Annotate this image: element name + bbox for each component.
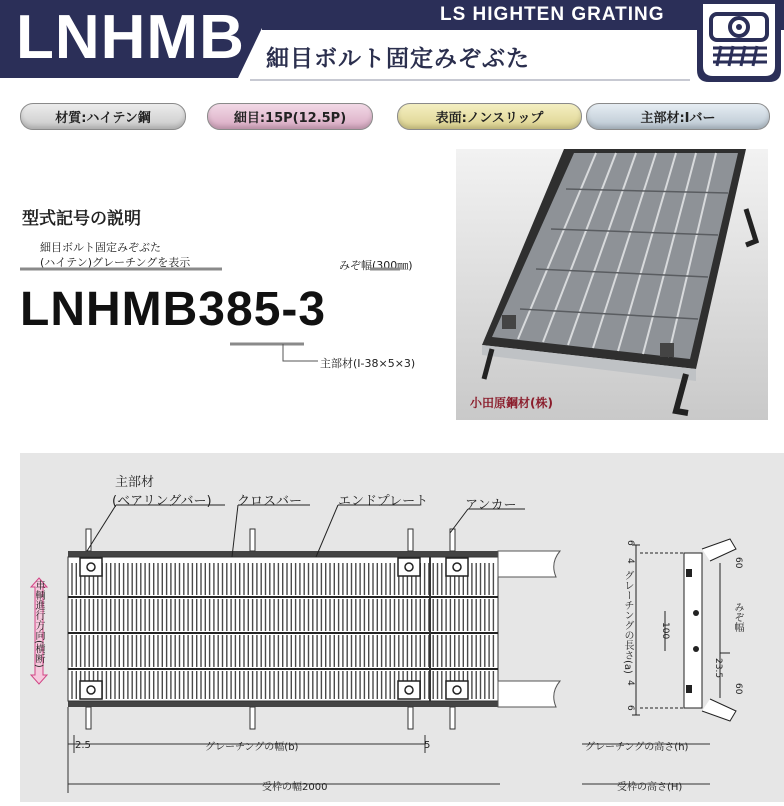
photo-caption: 小田原鋼材(株) [470,396,553,410]
section-dim: 60 [733,557,743,569]
section-dim: 4 [625,680,635,686]
ditch-width-label: みぞ幅 [732,602,743,632]
grating-length-label: グレーチングの長さ(a) [622,570,633,674]
model-description-line-1: 細目ボルト固定みぞぶた [40,241,161,254]
section-dim: 6 [625,540,635,546]
bearing-bar-label: (ベアリングバー) [112,494,212,509]
spec-surface: 表面:ノンスリップ [397,103,582,130]
brand-name: LS HIGHTEN GRATING [440,4,665,25]
dimension-right-offset: 5 [424,740,431,751]
page-subtitle: 細目ボルト固定みぞぶた [266,46,530,72]
model-heading: 型式記号の説明 [22,209,141,229]
grating-emblem-icon [693,0,781,82]
grating-width-label: グレーチングの幅(b) [205,742,299,753]
frame-width-label: 受枠の幅2000 [262,782,328,793]
spec-material: 材質:ハイテン鋼 [20,103,186,130]
grating-height-label: グレーチングの高さ(h) [585,742,689,753]
spec-pitch: 細目:15P(12.5P) [207,103,373,130]
dimension-left-offset: 2.5 [75,740,91,751]
section-dim: 4 [625,558,635,564]
vehicle-direction-label: 車輌進行方向(横断) [33,580,44,668]
frame-height-label: 受枠の高さ(H) [617,782,683,793]
cross-bar-label: クロスバー [237,494,303,509]
product-photo [456,149,768,420]
model-code: LNHMB385-3 [20,283,327,336]
model-description-line-2: (ハイテン)グレーチングを表示 [40,256,191,269]
main-member-label: 主部材 [115,475,155,490]
section-dim: 100 [660,622,670,640]
end-plate-label: エンドプレート [338,494,429,509]
model-width-label: みぞ幅(300㎜) [339,259,413,272]
section-dim: 23.5 [713,658,723,679]
model-bar-label: 主部材(I-38×5×3) [320,357,416,370]
section-dim: 6 [625,705,635,711]
anchor-label: アンカー [465,498,517,513]
page-title: LNHMB [16,3,245,72]
section-dim: 60 [733,683,743,695]
spec-main-member: 主部材:Iバー [586,103,770,130]
